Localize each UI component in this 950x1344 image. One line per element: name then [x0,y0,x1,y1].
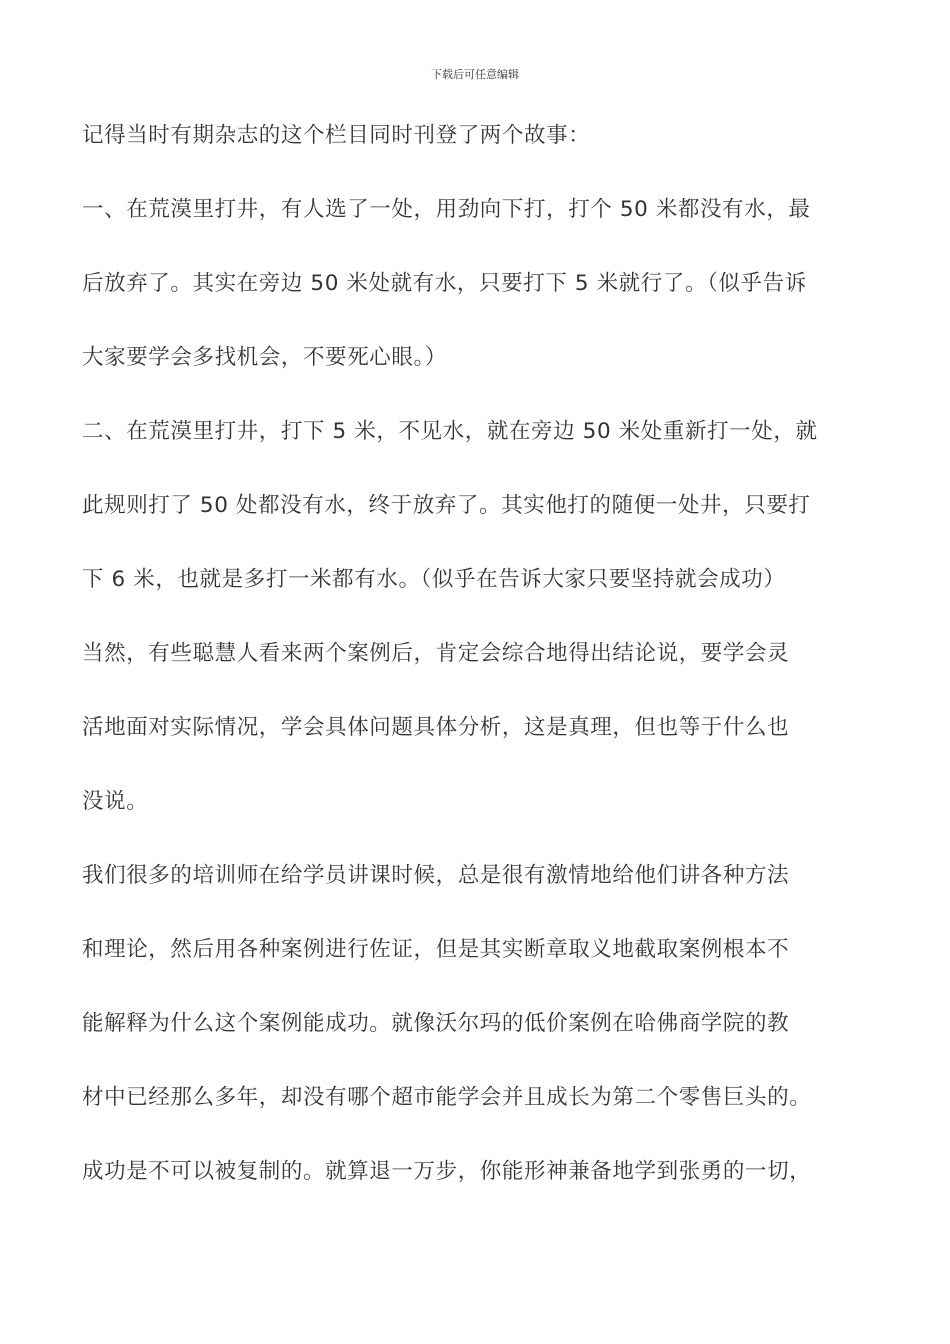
paragraph-line: 记得当时有期杂志的这个栏目同时刊登了两个故事： [82,123,591,148]
paragraph-line: 后放弃了。其实在旁边 50 米处就有水，只要打下 5 米就行了。（似乎告诉 [82,271,807,296]
paragraph-line: 下 6 米，也就是多打一米都有水。（似乎在告诉大家只要坚持就会成功） [82,567,786,592]
paragraph-line: 成功是不可以被复制的。就算退一万步，你能形神兼备地学到张勇的一切， [82,1159,812,1184]
paragraph-line: 没说。 [82,789,149,814]
paragraph-line: 能解释为什么这个案例能成功。就像沃尔玛的低价案例在哈佛商学院的教 [82,1011,790,1036]
page-header: 下载后可任意编辑 [431,68,519,81]
paragraph-line: 当然，有些聪慧人看来两个案例后，肯定会综合地得出结论说，要学会灵 [82,641,790,666]
paragraph-line: 活地面对实际情况，学会具体问题具体分析，这是真理，但也等于什么也 [82,715,790,740]
paragraph-line: 此规则打了 50 处都没有水，终于放弃了。其实他打的随便一处井，只要打 [82,493,811,518]
paragraph-line: 我们很多的培训师在给学员讲课时候，总是很有激情地给他们讲各种方法 [82,863,790,888]
paragraph-line: 和理论，然后用各种案例进行佐证，但是其实断章取义地截取案例根本不 [82,937,790,962]
paragraph-line: 一、在荒漠里打井，有人选了一处，用劲向下打，打个 50 米都没有水，最 [82,197,811,222]
paragraph-line: 二、在荒漠里打井，打下 5 米，不见水，就在旁边 50 米处重新打一处，就 [82,419,818,444]
paragraph-line: 大家要学会多找机会，不要死心眼。） [82,345,447,370]
paragraph-line: 材中已经那么多年，却没有哪个超市能学会并且成长为第二个零售巨头的。 [82,1085,812,1110]
